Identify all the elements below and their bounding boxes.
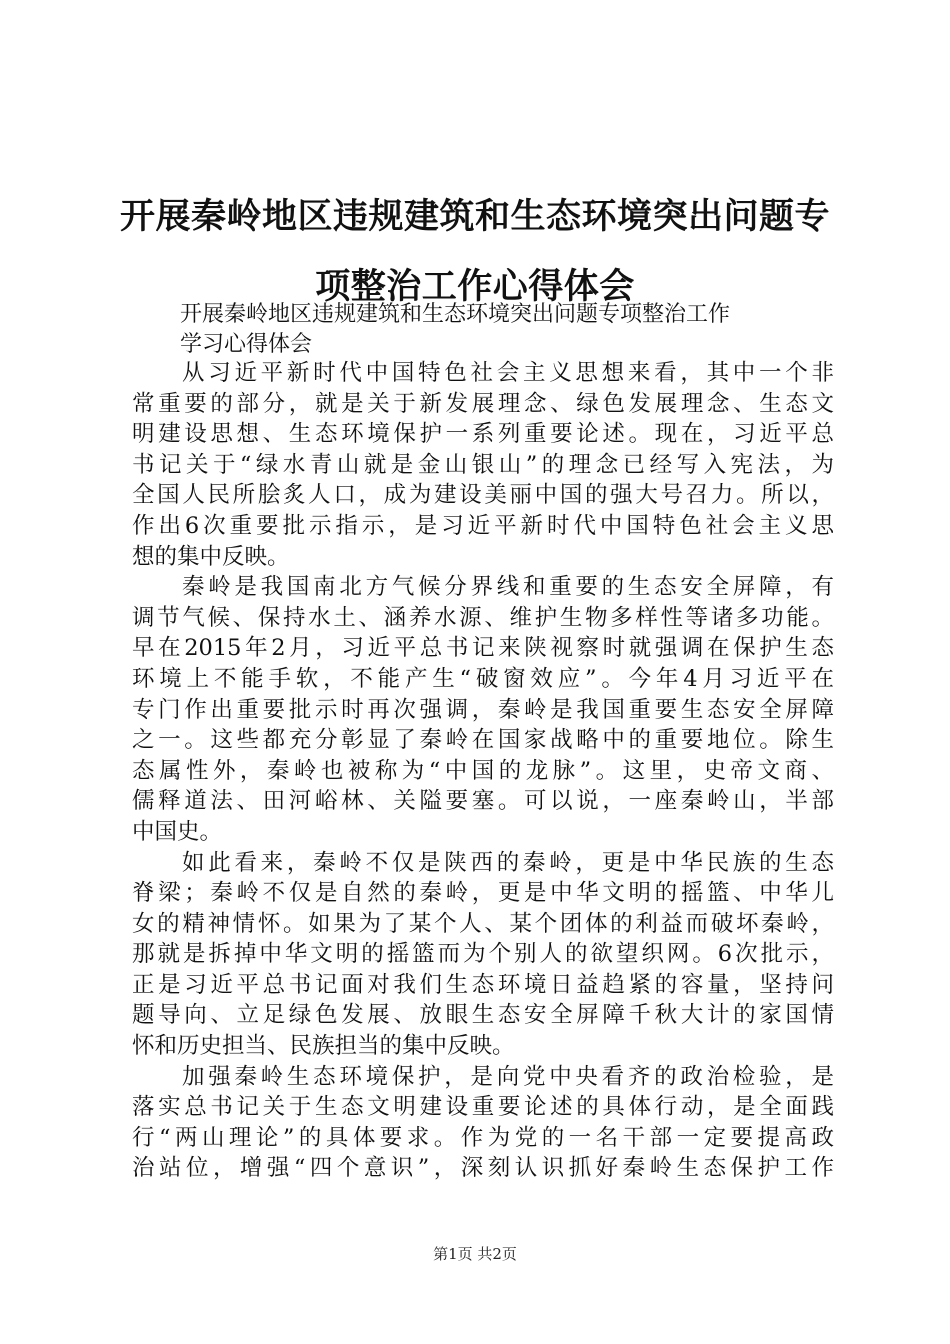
paragraph-line: 环境上不能手软，不能产生“破窗效应”。今年4月习近平在 <box>132 665 834 692</box>
paragraph-line: 早在2015年2月，习近平总书记来陕视察时就强调在保护生态 <box>132 635 834 662</box>
paragraph-line: 正是习近平总书记面对我们生态环境日益趋紧的容量，坚持问 <box>132 971 834 998</box>
title-line: 项整治工作心得体会 <box>315 266 635 307</box>
body-paragraph <box>132 572 834 847</box>
paragraph-line: 明建设思想、生态环境保护一系列重要论述。现在，习近平总 <box>132 421 834 448</box>
paragraph-line: 行“两山理论”的具体要求。作为党的一名干部一定要提高政 <box>132 1124 834 1151</box>
page-footer: 第1页 共2页 <box>433 1245 517 1263</box>
paragraph-line: 专门作出重要批示时再次强调，秦岭是我国重要生态安全屏障 <box>132 696 834 723</box>
paragraph-line: 调节气候、保持水土、涵养水源、维护生物多样性等诸多功能。 <box>132 604 834 631</box>
body-paragraph <box>132 358 834 572</box>
paragraph-line: 之一。这些都充分彰显了秦岭在国家战略中的重要地位。除生 <box>132 727 834 754</box>
paragraph-line: 治站位，增强“四个意识”，深刻认识抓好秦岭生态保护工作 <box>132 1155 834 1182</box>
body-paragraph <box>132 848 834 1062</box>
title-line: 开展秦岭地区违规建筑和生态环境突出问题专 <box>120 196 831 237</box>
paragraph-line: 落实总书记关于生态文明建设重要论述的具体行动，是全面践 <box>132 1094 834 1121</box>
paragraph-line: 常重要的部分，就是关于新发展理念、绿色发展理念、生态文 <box>132 390 834 417</box>
subtitle-line: 学习心得体会 <box>180 332 313 357</box>
body-paragraph <box>132 1062 834 1184</box>
paragraph-line: 那就是拆掉中华文明的摇篮而为个别人的欲望织网。6次批示， <box>132 941 834 968</box>
document-subtitle <box>180 300 840 360</box>
paragraph-line: 态属性外，秦岭也被称为“中国的龙脉”。这里，史帝文商、 <box>132 757 834 784</box>
paragraph-line: 从习近平新时代中国特色社会主义思想来看，其中一个非 <box>182 360 834 386</box>
paragraph-line: 怀和历史担当、民族担当的集中反映。 <box>132 1033 515 1060</box>
subtitle-line: 开展秦岭地区违规建筑和生态环境突出问题专项整治工作 <box>180 302 731 327</box>
paragraph-line: 中国史。 <box>132 818 223 845</box>
paragraph-line: 全国人民所脍炙人口，成为建设美丽中国的强大号召力。所以， <box>132 482 834 509</box>
paragraph-line: 秦岭是我国南北方气候分界线和重要的生态安全屏障，有 <box>182 574 834 601</box>
paragraph-line: 如此看来，秦岭不仅是陕西的秦岭，更是中华民族的生态 <box>182 849 834 876</box>
paragraph-line: 女的精神情怀。如果为了某个人、某个团体的利益而破坏秦岭， <box>132 910 834 937</box>
paragraph-line: 书记关于“绿水青山就是金山银山”的理念已经写入宪法，为 <box>132 451 834 478</box>
document-body <box>132 358 834 1184</box>
paragraph-line: 想的集中反映。 <box>132 543 290 570</box>
paragraph-line: 题导向、立足绿色发展、放眼生态安全屏障千秋大计的家国情 <box>132 1002 834 1029</box>
paragraph-line: 作出6次重要批示指示，是习近平新时代中国特色社会主义思 <box>132 512 834 539</box>
paragraph-line: 脊梁；秦岭不仅是自然的秦岭，更是中华文明的摇篮、中华儿 <box>132 880 834 907</box>
paragraph-line: 儒释道法、田河峪林、关隘要塞。可以说，一座秦岭山，半部 <box>132 788 834 815</box>
paragraph-line: 加强秦岭生态环境保护，是向党中央看齐的政治检验，是 <box>182 1063 834 1090</box>
